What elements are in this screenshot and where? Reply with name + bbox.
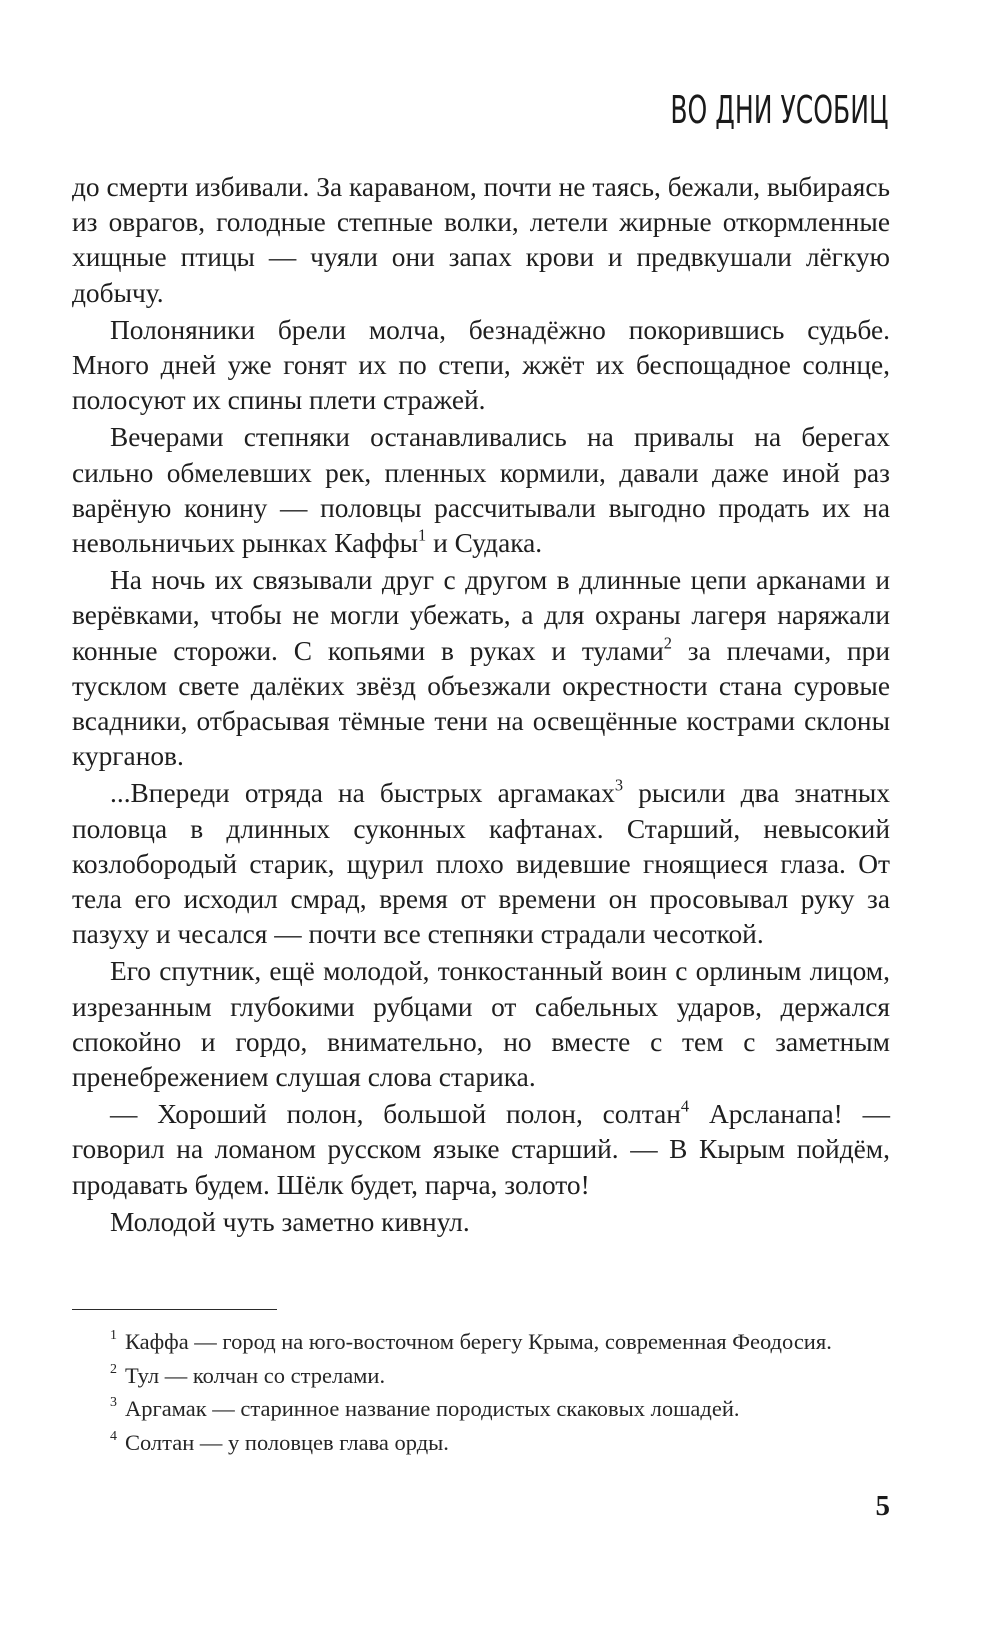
paragraph-7-text-end: Арсланапа! — говорил на ломаном русском языке старший. — В Кырым пойдём, продавать будем. Шёлк будет, парча, золото! xyxy=(72,1099,890,1200)
paragraph-5-text-end: рысили два знатных половца в длинных суконных кафтанах. Старший, невысокий козлобородый старик, щурил плохо видевшие гноящиеся глаза. От тела его исходил смрад, время от времени он просовывал руку за пазуху и чесался — почти все степняки страдали чесоткой. xyxy=(72,778,890,950)
footnote-number-1: 1 xyxy=(110,1328,117,1344)
page-number: 5 xyxy=(875,1490,890,1522)
paragraph-7-text: — Хороший полон, большой полон, солтан xyxy=(110,1099,681,1130)
footnote-2 xyxy=(72,1360,890,1392)
paragraph-6: Его спутник, ещё молодой, тонкостанный воин с орлиным лицом, изрезанным глубокими рубцами от сабельных ударов, держался спокойно и гордо, внимательно, но вместе с тем с заметным пренебрежением слушая слова старика. xyxy=(72,956,890,1093)
paragraph-4-text-end: за плечами, при тусклом свете далёких звёзд объезжали окрестности стана суровые всадники, отбрасывая тёмные тени на освещённые кострами склоны курганов. xyxy=(72,635,890,772)
footnote-number-3: 3 xyxy=(110,1395,117,1411)
footnote-text-3: Аргамак — старинное название породистых скаковых лошадей. xyxy=(124,1396,740,1421)
paragraph-5 xyxy=(72,776,890,952)
paragraph-4 xyxy=(72,563,890,774)
paragraph-3-text: Вечерами степняки останавливались на привалы на берегах сильно обмелевших рек, пленных кормили, давали даже иной раз варёную конину — половцы рассчитывали выгодно продать их на невольничьих рынках Каффы xyxy=(72,422,890,559)
footnote-1 xyxy=(72,1326,890,1358)
footnote-divider xyxy=(72,1309,277,1310)
body-text xyxy=(72,170,890,1242)
paragraph-7 xyxy=(72,1097,890,1203)
running-header: ВО ДНИ УСОБИЦ xyxy=(669,88,888,132)
paragraph-1: до смерти избивали. За караваном, почти не таясь, бежали, выбираясь из оврагов, голодные степные волки, летели жирные откормленные хищные птицы — чуяли они запах крови и предвкушали лёгкую добычу. xyxy=(72,172,890,308)
footnote-4 xyxy=(72,1427,890,1459)
paragraph-3-text-end: и Судака. xyxy=(426,528,543,559)
footnote-ref-4: 4 xyxy=(680,1096,690,1116)
footnote-number-2: 2 xyxy=(110,1361,117,1377)
paragraph-3 xyxy=(72,420,890,561)
footnote-3 xyxy=(72,1393,890,1425)
footnote-number-4: 4 xyxy=(110,1428,117,1444)
paragraph-8: Молодой чуть заметно кивнул. xyxy=(110,1206,470,1237)
footnotes xyxy=(72,1326,890,1460)
footnote-ref-3: 3 xyxy=(614,775,624,795)
footnote-text-4: Солтан — у половцев глава орды. xyxy=(124,1429,449,1455)
footnote-ref-2: 2 xyxy=(663,633,672,653)
paragraph-4-text: На ночь их связывали друг с другом в длинные цепи арканами и верёвками, чтобы не могли убежать, а для охраны лагеря наряжали конные сторожи. С копьями в руках и тулами xyxy=(72,565,890,666)
paragraph-5-text: ...Впереди отряда на быстрых аргамаках xyxy=(110,778,615,809)
footnote-ref-1: 1 xyxy=(418,525,427,545)
footnote-text-2: Тул — колчан со стрелами. xyxy=(124,1362,386,1388)
footnote-text-1: Каффа — город на юго-восточном берегу Крыма, современная Феодосия. xyxy=(124,1329,832,1354)
paragraph-2: Полоняники брели молча, безнадёжно покорившись судьбе. Много дней уже гонят их по степи, жжёт их беспощадное солнце, полосуют их спины плети стражей. xyxy=(72,314,890,416)
